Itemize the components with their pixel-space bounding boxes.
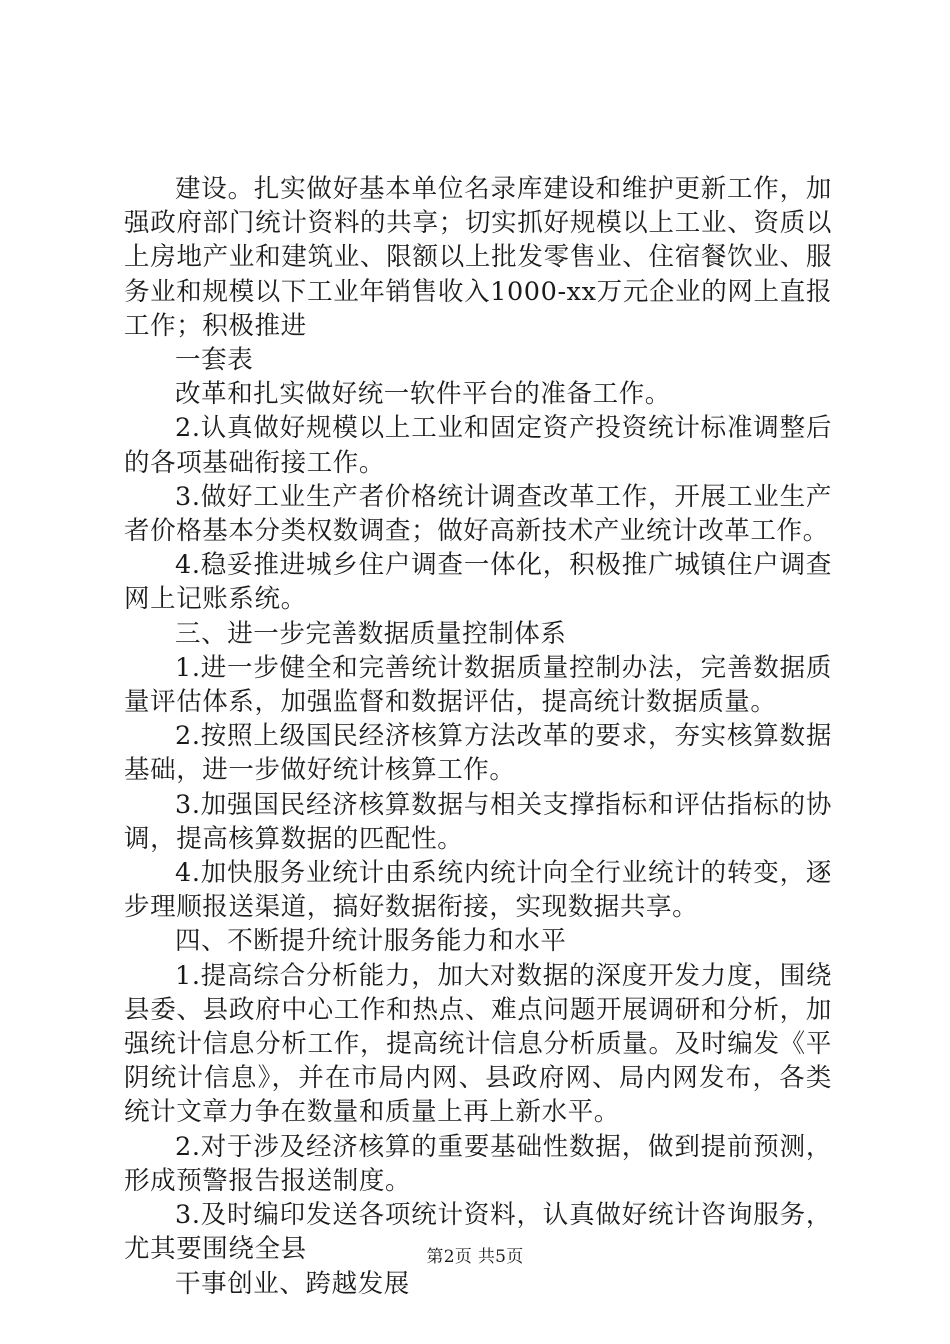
paragraph: 3.做好工业生产者价格统计调查改革工作，开展工业生产者价格基本分类权数调查；做好高新技术产业统计改革工作。	[124, 481, 832, 547]
paragraph: 1.进一步健全和完善统计数据质量控制办法，完善数据质量评估体系，加强监督和数据评估，提高统计数据质量。	[124, 652, 832, 718]
section-heading: 四、不断提升统计服务能力和水平	[175, 926, 567, 957]
paragraph: 2.按照上级国民经济核算方法改革的要求，夯实核算数据基础，进一步做好统计核算工作。	[124, 721, 832, 786]
paragraph: 改革和扎实做好统一软件平台的准备工作。	[175, 379, 671, 410]
paragraph: 一套表	[175, 345, 254, 376]
paragraph: 2.对于涉及经济核算的重要基础性数据，做到提前预测，形成预警报告报送制度。	[124, 1131, 832, 1196]
paragraph: 干事创业、跨越发展	[175, 1268, 410, 1299]
document-body	[124, 172, 832, 1301]
paragraph: 1.提高综合分析能力，加大对数据的深度开发力度，围绕县委、县政府中心工作和热点、难点问题开展调研和分析，加强统计信息分析工作，提高统计信息分析质量。及时编发《平阴统计信息》，并在市局内网、县政府网、局内网发布，各类统计文章力争在数量和质量上再上新水平。	[124, 960, 832, 1128]
paragraph: 2.认真做好规模以上工业和固定资产投资统计标准调整后的各项基础衔接工作。	[124, 413, 832, 478]
paragraph: 3.加强国民经济核算数据与相关支撑指标和评估指标的协调，提高核算数据的匹配性。	[124, 789, 832, 854]
paragraph: 建设。扎实做好基本单位名录库建设和维护更新工作，加强政府部门统计资料的共享；切实抓好规模以上工业、资质以上房地产业和建筑业、限额以上批发零售业、住宿餐饮业、服务业和规模以下工业年销售收入1000-xx万元企业的网上直报工作；积极推进	[124, 174, 832, 341]
paragraph: 4.加快服务业统计由系统内统计向全行业统计的转变，逐步理顺报送渠道，搞好数据衔接，实现数据共享。	[124, 858, 832, 923]
paragraph: 3.及时编印发送各项统计资料，认真做好统计咨询服务，尤其要围绕全县	[124, 1200, 832, 1265]
paragraph: 4.稳妥推进城乡住户调查一体化，积极推广城镇住户调查网上记账系统。	[124, 550, 832, 615]
page-number-footer: 第2页 共5页	[426, 1247, 524, 1267]
section-heading: 三、进一步完善数据质量控制体系	[175, 618, 567, 649]
